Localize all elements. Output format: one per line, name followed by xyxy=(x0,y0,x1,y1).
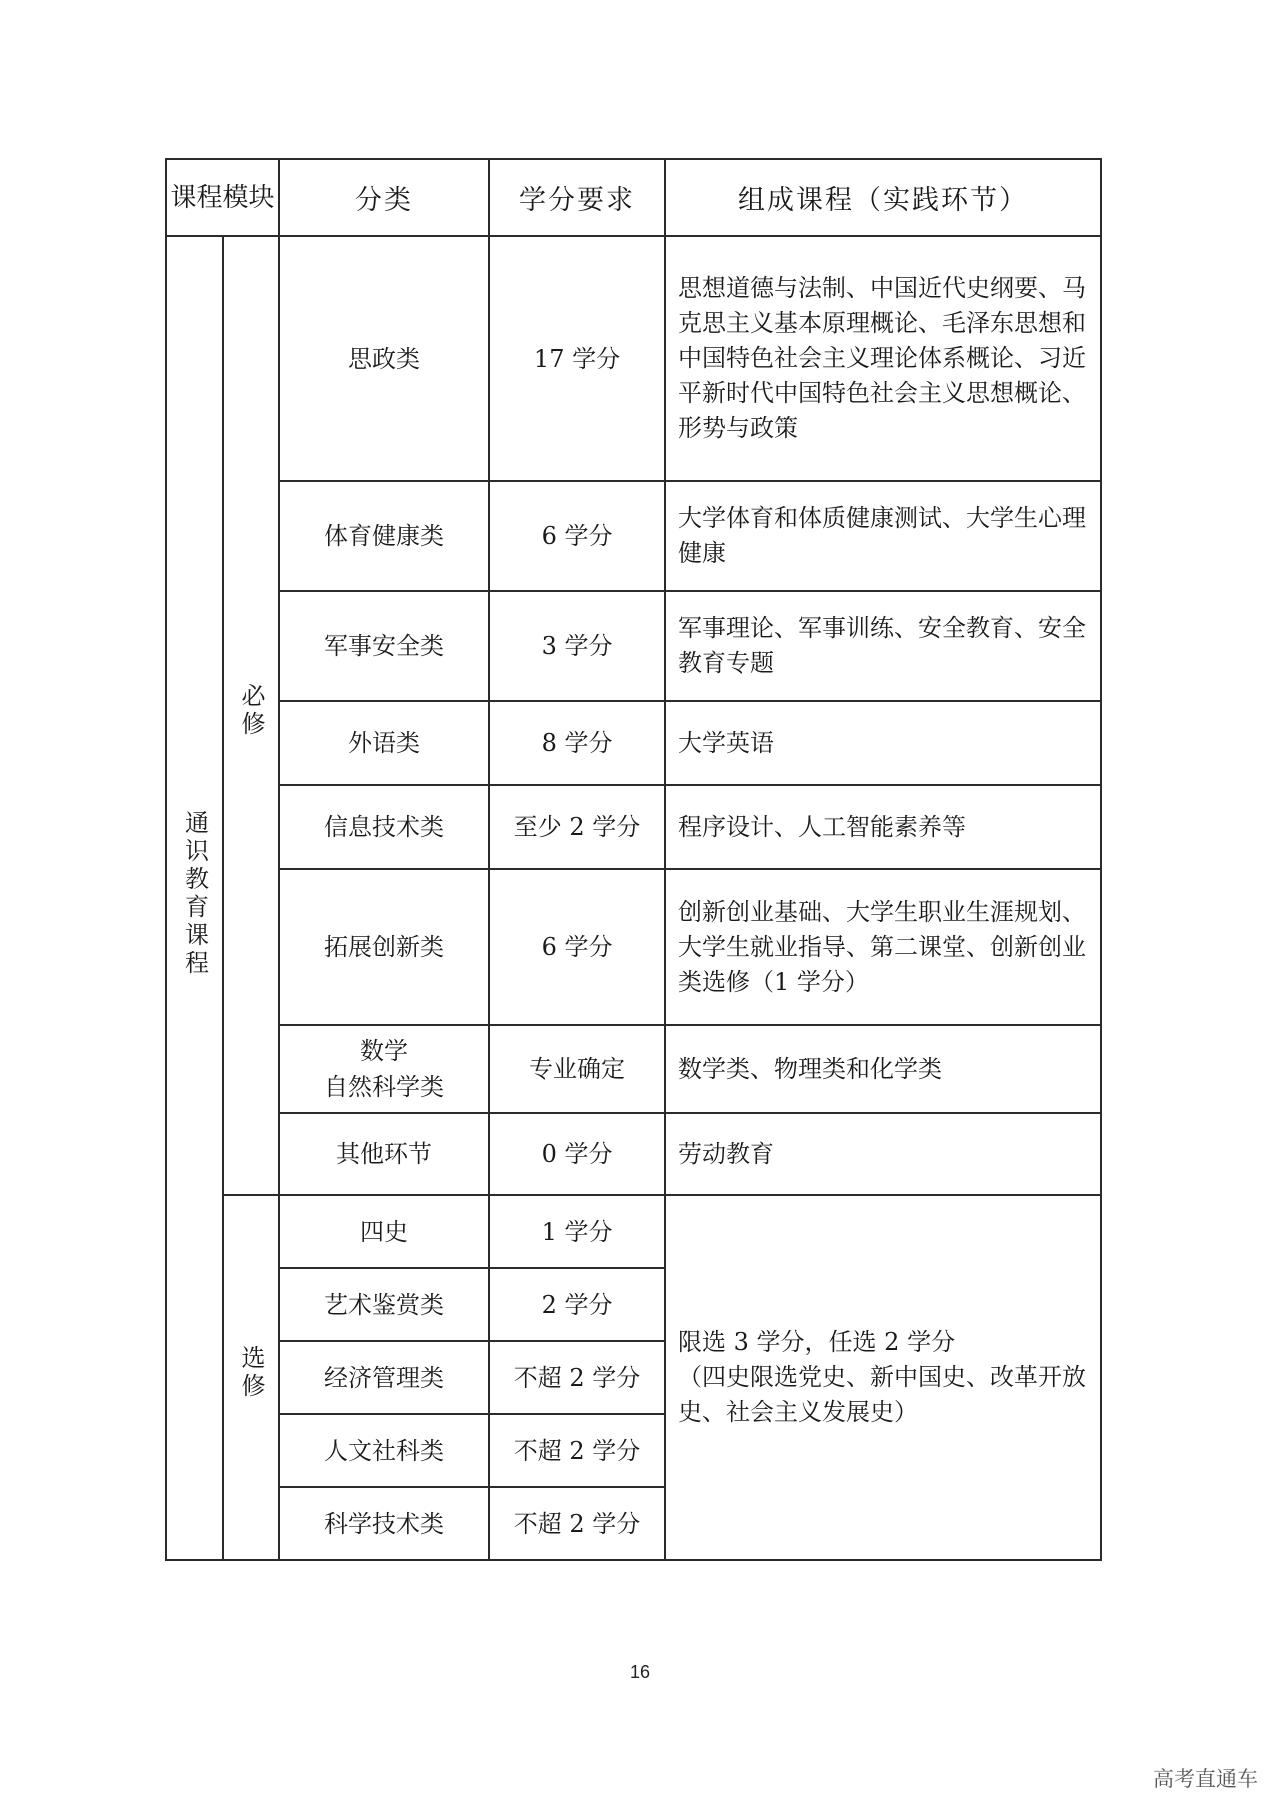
header-courses: 组成课程（实践环节） xyxy=(665,159,1101,236)
table-row xyxy=(166,1025,1101,1113)
category-cell: 经济管理类 xyxy=(279,1341,489,1414)
credit-cell: 6 学分 xyxy=(489,869,665,1025)
elective-note-cell xyxy=(665,1195,1101,1560)
category-cell: 四史 xyxy=(279,1195,489,1268)
courses-cell: 军事理论、军事训练、安全教育、安全教育专题 xyxy=(665,591,1101,701)
courses-cell: 数学类、物理类和化学类 xyxy=(665,1025,1101,1113)
table-row xyxy=(166,785,1101,869)
category-line: 自然科学类 xyxy=(324,1073,445,1101)
module-name-cell xyxy=(166,236,223,1560)
group-elective-cell xyxy=(223,1195,279,1560)
table-row xyxy=(166,701,1101,785)
category-line: 数学 xyxy=(360,1037,409,1065)
category-cell: 艺术鉴赏类 xyxy=(279,1268,489,1341)
category-cell xyxy=(279,1025,489,1113)
credit-cell: 不超 2 学分 xyxy=(489,1414,665,1487)
courses-cell: 劳动教育 xyxy=(665,1113,1101,1195)
credit-cell: 至少 2 学分 xyxy=(489,785,665,869)
curriculum-table xyxy=(165,158,1102,1561)
group-elective: 选修 xyxy=(237,1345,265,1401)
category-cell: 科学技术类 xyxy=(279,1487,489,1560)
header-category: 分类 xyxy=(279,159,489,236)
table-row xyxy=(166,481,1101,591)
category-cell: 信息技术类 xyxy=(279,785,489,869)
credit-cell: 1 学分 xyxy=(489,1195,665,1268)
category-cell: 人文社科类 xyxy=(279,1414,489,1487)
credit-cell: 专业确定 xyxy=(489,1025,665,1113)
courses-cell: 创新创业基础、大学生职业生涯规划、大学生就业指导、第二课堂、创新创业类选修（1 学分） xyxy=(665,869,1101,1025)
category-cell: 外语类 xyxy=(279,701,489,785)
module-name: 通识教育课程 xyxy=(180,809,209,978)
courses-cell: 思想道德与法制、中国近代史纲要、马克思主义基本原理概论、毛泽东思想和中国特色社会主义理论体系概论、习近平新时代中国特色社会主义思想概论、形势与政策 xyxy=(665,236,1101,481)
table-row xyxy=(166,1113,1101,1195)
watermark-text: 高考直通车 xyxy=(1153,1767,1258,1791)
elective-note-line2: （四史限选党史、新中国史、改革开放史、社会主义发展史） xyxy=(678,1363,1087,1426)
credit-cell: 不超 2 学分 xyxy=(489,1487,665,1560)
table-row xyxy=(166,591,1101,701)
category-cell: 其他环节 xyxy=(279,1113,489,1195)
credit-cell: 17 学分 xyxy=(489,236,665,481)
courses-cell: 程序设计、人工智能素养等 xyxy=(665,785,1101,869)
credit-cell: 2 学分 xyxy=(489,1268,665,1341)
credit-cell: 6 学分 xyxy=(489,481,665,591)
credit-cell: 8 学分 xyxy=(489,701,665,785)
elective-note-line1: 限选 3 学分，任选 2 学分 xyxy=(678,1328,956,1356)
category-cell: 军事安全类 xyxy=(279,591,489,701)
category-cell: 体育健康类 xyxy=(279,481,489,591)
category-cell: 思政类 xyxy=(279,236,489,481)
page-number: 16 xyxy=(629,1662,651,1682)
table-row xyxy=(166,236,1101,481)
header-credit: 学分要求 xyxy=(489,159,665,236)
header-module: 课程模块 xyxy=(166,159,279,236)
table-row xyxy=(166,869,1101,1025)
table-row xyxy=(166,1195,1101,1268)
credit-cell: 3 学分 xyxy=(489,591,665,701)
category-cell: 拓展创新类 xyxy=(279,869,489,1025)
credit-cell: 0 学分 xyxy=(489,1113,665,1195)
table-header-row xyxy=(166,159,1101,236)
courses-cell: 大学体育和体质健康测试、大学生心理健康 xyxy=(665,481,1101,591)
group-required-cell xyxy=(223,236,279,1195)
credit-cell: 不超 2 学分 xyxy=(489,1341,665,1414)
courses-cell: 大学英语 xyxy=(665,701,1101,785)
group-required: 必修 xyxy=(237,683,265,739)
